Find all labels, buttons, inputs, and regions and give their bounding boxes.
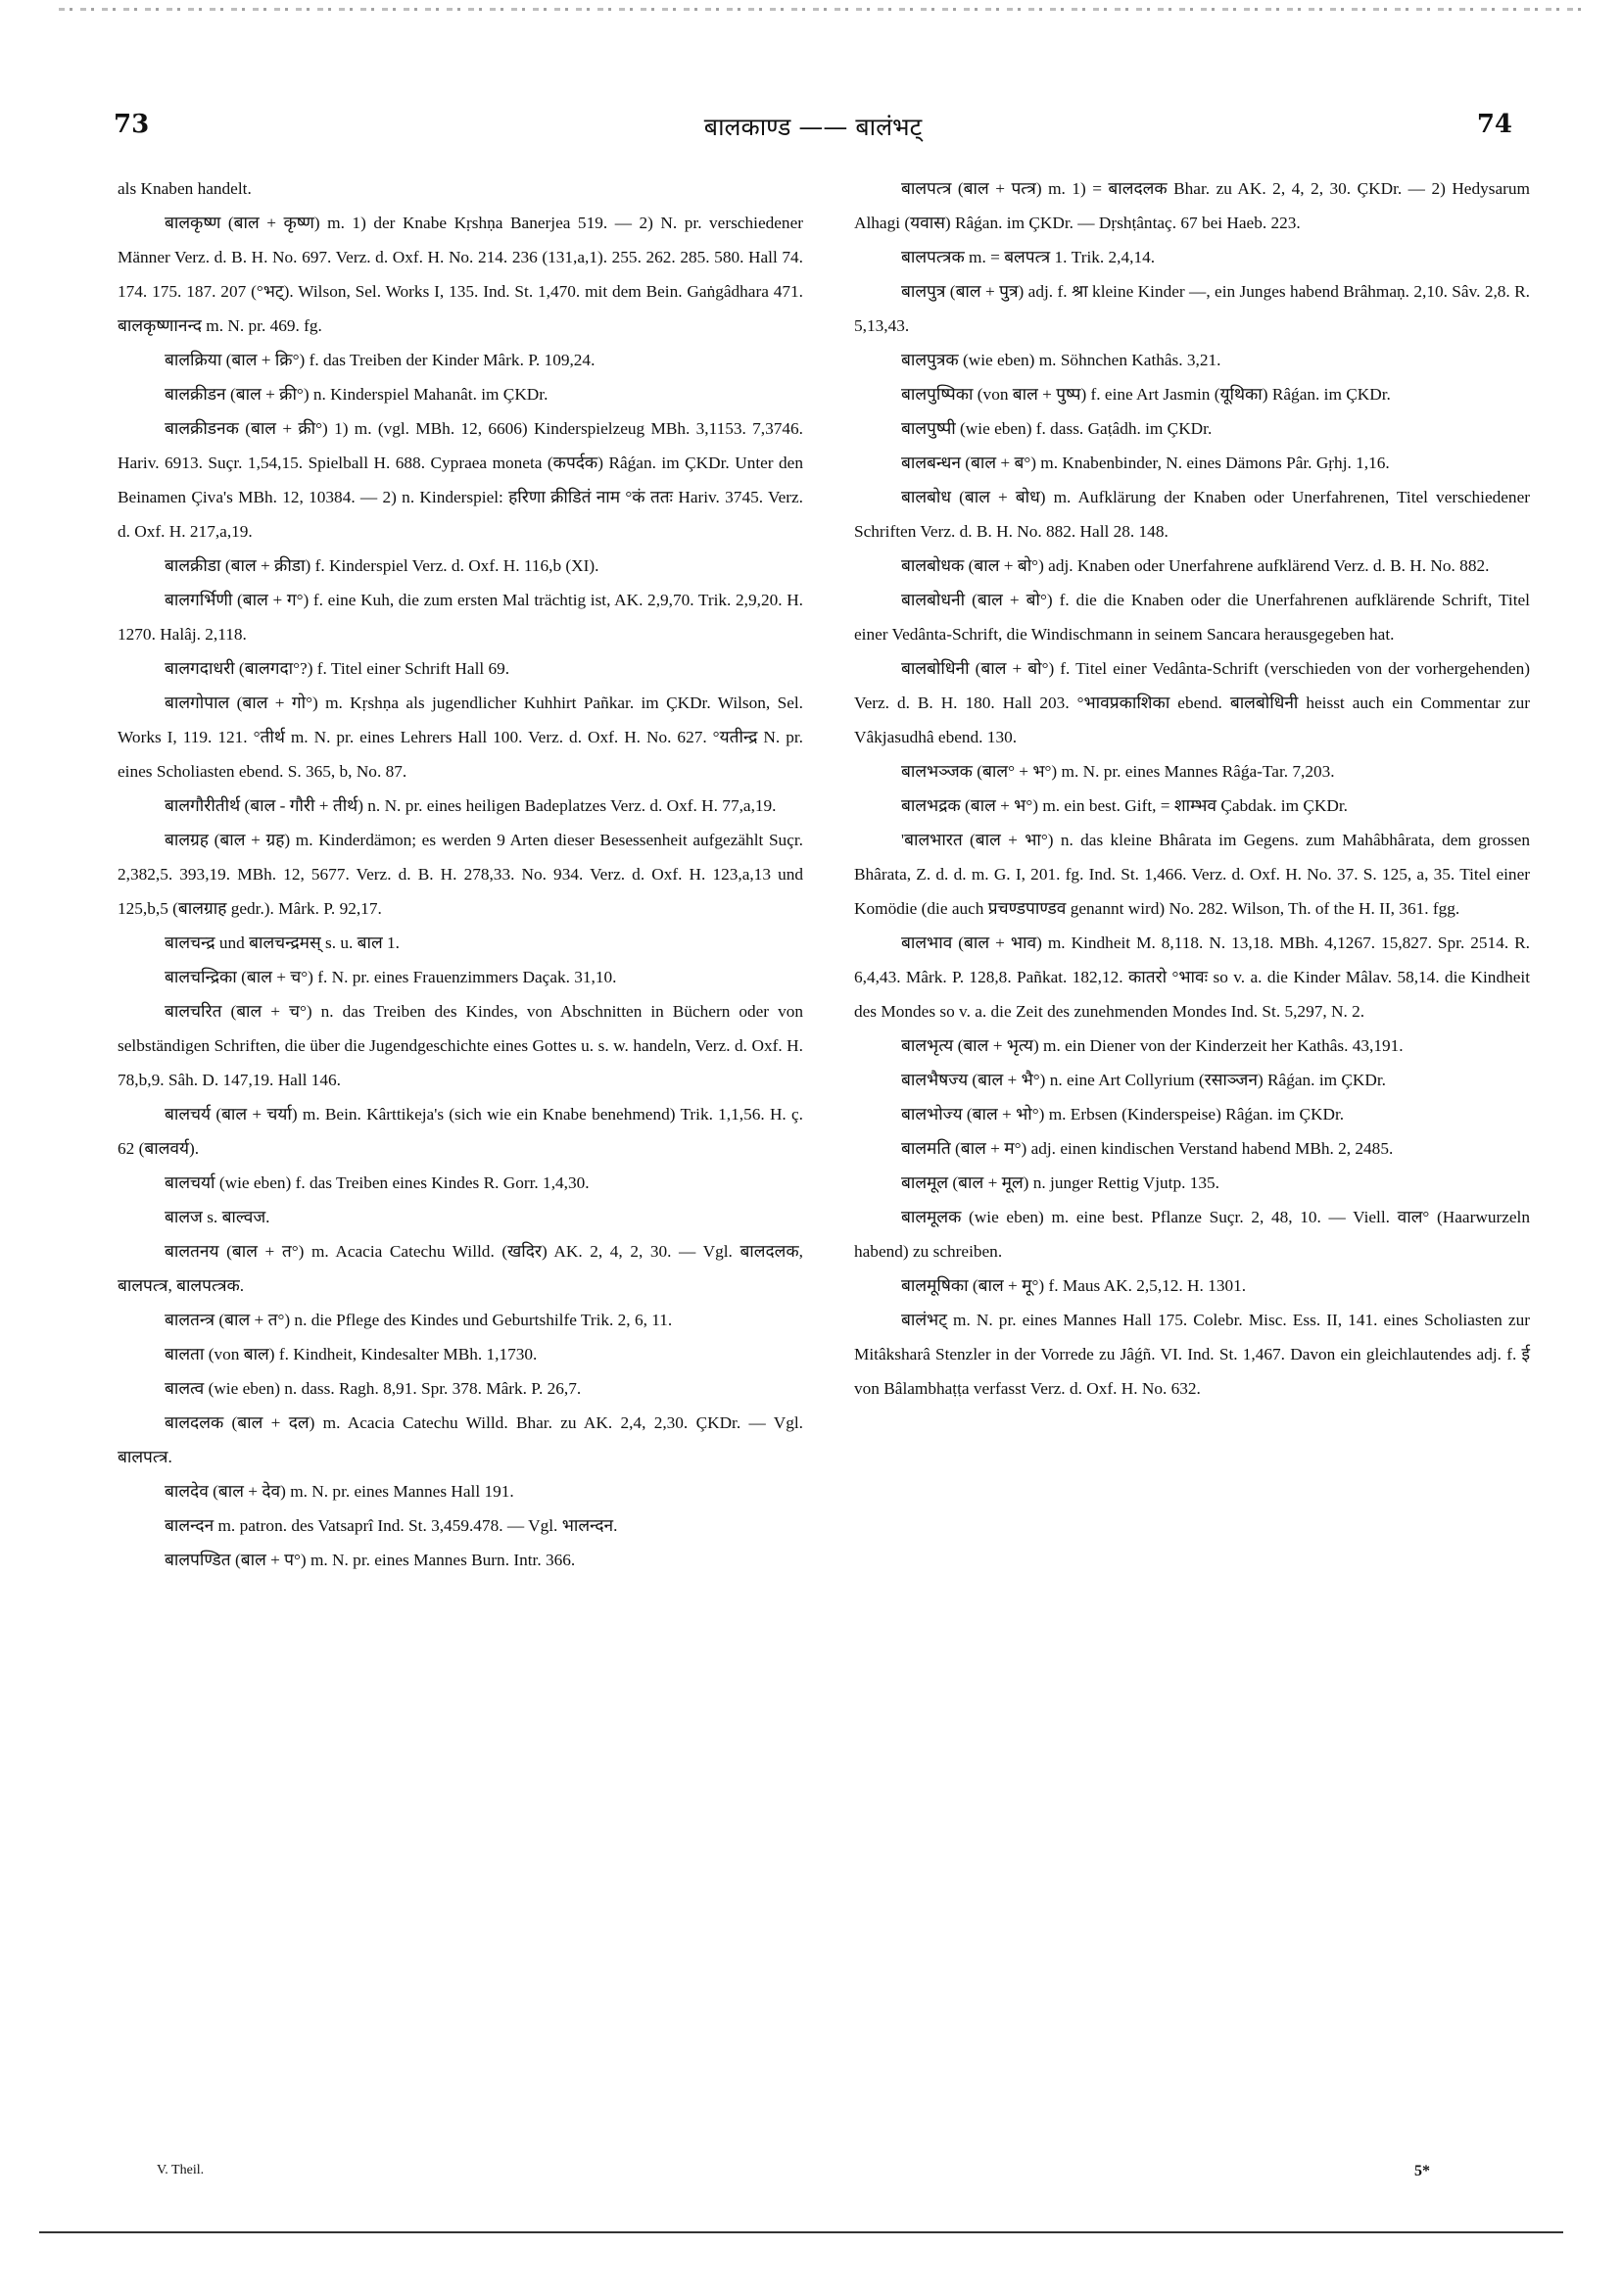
dictionary-entry: बालक्रीडा (बाल + क्रीडा) f. Kinderspiel Verz. d. Oxf. H. 116,b (XI). [165, 556, 599, 575]
dictionary-entry: 'बालभारत (बाल + भा°) n. das kleine Bhârata im Gegens. zum Mahâbhârata, dem grossen Bhârata, Z. d. d. m. G. I, 201. fg. Ind. St. 1,466. Verz. d. Oxf. H. No. 37. S. 125, a, 35. Titel einer Komödie (die auch प्रचण्डपाण्डव genannt wird) No. 282. Wilson, Th. of the H. II, 361. fgg. [854, 831, 1530, 918]
dictionary-entry: बालमूलक (wie eben) m. eine best. Pflanze Suçr. 2, 48, 10. — Viell. वाल° (Haarwurzeln habend) zu schreiben. [854, 1208, 1530, 1261]
dictionary-entry: बालक्रीडन (बाल + क्री°) n. Kinderspiel Mahanât. im ÇKDr. [165, 385, 549, 404]
dictionary-entry: बालचन्द्रिका (बाल + च°) f. N. pr. eines Frauenzimmers Daçak. 31,10. [165, 968, 617, 986]
dictionary-entry: बालगदाधरी (बालगदा°?) f. Titel einer Schrift Hall 69. [165, 659, 510, 678]
dictionary-entry: बालन्दन m. patron. des Vatsaprî Ind. St. 3,459.478. — Vgl. भालन्दन. [165, 1516, 618, 1535]
dictionary-entry: बालज s. बाल्वज. [165, 1208, 270, 1226]
dictionary-entry: बालत्व (wie eben) n. dass. Ragh. 8,91. Spr. 378. Mârk. P. 26,7. [165, 1379, 582, 1398]
dictionary-entry: बालपत्त्रक m. = बलपत्त्र 1. Trik. 2,4,14. [901, 248, 1156, 266]
dictionary-entry: बालकृष्ण (बाल + कृष्ण) m. 1) der Knabe Kṛshṇa Banerjea 519. — 2) N. pr. verschiedener Männer Verz. d. B. H. No. 697. Verz. d. Oxf. H. No. 214. 236 (131,a,1). 255. 262. 285. 580. Hall 74. 174. 175. 187. 207 (°भट्). Wilson, Sel. Works I, 135. Ind. St. 1,470. mit dem Bein. Gaṅgâdhara 471. बालकृष्णानन्द m. N. pr. 469. fg. [118, 214, 803, 335]
dictionary-entry: बालबोधनी (बाल + बो°) f. die die Knaben oder die Unerfahrenen aufklärende Schrift, Titel einer Vedânta-Schrift, die Windischmann in seinem Sancara herausgegeben hat. [854, 591, 1530, 644]
dictionary-entry: बालभृत्य (बाल + भृत्य) m. ein Diener von der Kinderzeit her Kathâs. 43,191. [901, 1036, 1404, 1055]
page-header [108, 110, 1518, 149]
volume-signature: V. Theil. [157, 2163, 205, 2177]
dictionary-entry: als Knaben handelt. [118, 179, 252, 198]
dictionary-entry: बालक्रीडनक (बाल + क्री°) 1) m. (vgl. MBh. 12, 6606) Kinderspielzeug MBh. 3,1153. 7,3746. Hariv. 6913. Suçr. 1,54,15. Spielball H. 688. Cypraea moneta (कपर्दक) Râǵan. im ÇKDr. Unter den Beinamen Çiva's MBh. 12, 10384. — 2) n. Kinderspiel: हरिणा क्रीडितं नाम °कं ततः Hariv. 3745. Verz. d. Oxf. H. 217,a,19. [118, 419, 803, 541]
dictionary-entry: बालग्रह (बाल + ग्रह) m. Kinderdämon; es werden 9 Arten dieser Besessenheit aufgezählt Suçr. 2,382,5. 393,19. MBh. 12, 5677. Verz. d. B. H. 278,33. No. 934. Verz. d. Oxf. H. 123,a,13 und 125,b,5 (बालग्राह gedr.). Mârk. P. 92,17. [118, 831, 803, 918]
dictionary-entry: बालपुत्रक (wie eben) m. Söhnchen Kathâs. 3,21. [901, 351, 1221, 369]
dictionary-entry: बालभञ्जक (बाल° + भ°) m. N. pr. eines Mannes Râǵa-Tar. 7,203. [901, 762, 1335, 781]
dictionary-entry: बालदलक (बाल + दल) m. Acacia Catechu Willd. Bhar. zu AK. 2,4, 2,30. ÇKDr. — Vgl. बालपत्त्र. [118, 1413, 803, 1466]
dictionary-entry: बालता (von बाल) f. Kindheit, Kindesalter MBh. 1,1730. [165, 1345, 538, 1363]
dictionary-entry: बालबोधक (बाल + बो°) adj. Knaben oder Unerfahrene aufklärend Verz. d. B. H. No. 882. [901, 556, 1490, 575]
dictionary-entry: बालभद्रक (बाल + भ°) m. ein best. Gift, = शाम्भव Çabdak. im ÇKDr. [901, 796, 1348, 815]
dictionary-entry: बालबोधिनी (बाल + बो°) f. Titel einer Vedânta-Schrift (verschieden von der vorhergehenden) Verz. d. B. H. 180. Hall 203. °भावप्रकाशिका ebend. बालबोधिनी heisst auch ein Commentar zur Vâkjasudhâ ebend. 130. [854, 659, 1530, 746]
dictionary-entry: बालगौरीतीर्थ (बाल - गौरी + तीर्थ) n. N. pr. eines heiligen Badeplatzes Verz. d. Oxf. H. 77,a,19. [165, 796, 777, 815]
right-column [854, 171, 1530, 1406]
dictionary-entry: बालतनय (बाल + त°) m. Acacia Catechu Willd. (खदिर) AK. 2, 4, 2, 30. — Vgl. बालदलक, बालपत्त्र, बालपत्त्रक. [118, 1242, 803, 1295]
bottom-rule [39, 2231, 1563, 2233]
dictionary-entry: बालबोध (बाल + बोध) m. Aufklärung der Knaben oder Unerfahrenen, Titel verschiedener Schriften Verz. d. B. H. No. 882. Hall 28. 148. [854, 488, 1530, 541]
dictionary-entry: बालपण्डित (बाल + प°) m. N. pr. eines Mannes Burn. Intr. 366. [165, 1551, 576, 1569]
left-column [118, 171, 803, 1577]
dictionary-entry: बालचर्य (बाल + चर्या) m. Bein. Kârttikeja's (sich wie ein Knabe benehmend) Trik. 1,1,56. H. ç. 62 (बालवर्य). [118, 1105, 803, 1158]
dictionary-entry: बालमूषिका (बाल + मू°) f. Maus AK. 2,5,12. H. 1301. [901, 1276, 1247, 1295]
right-page-number: 74 [1476, 110, 1512, 139]
dictionary-entry: बालतन्त्र (बाल + त°) n. die Pflege des Kindes und Geburtshilfe Trik. 2, 6, 11. [165, 1311, 673, 1329]
dictionary-entry: बालपुष्पिका (von बाल + पुष्प) f. eine Art Jasmin (यूथिका) Râǵan. im ÇKDr. [901, 385, 1391, 404]
dictionary-entry: बालंभट् m. N. pr. eines Mannes Hall 175. Colebr. Misc. Ess. II, 141. eines Scholiasten zur Mitâksharâ Stenzler in der Vorrede zu Jâǵñ. VI. Ind. St. 1,467. Davon ein gleichlautendes adj. f. ई von Bâlambhaṭṭa verfasst Verz. d. Oxf. H. No. 632. [854, 1311, 1530, 1398]
dictionary-entry: बालभैषज्य (बाल + भै°) n. eine Art Collyrium (रसाञ्जन) Râǵan. im ÇKDr. [901, 1071, 1386, 1089]
dictionary-entry: बालगोपाल (बाल + गो°) m. Kṛshṇa als jugendlicher Kuhhirt Pañkar. im ÇKDr. Wilson, Sel. Works I, 119. 121. °तीर्थ m. N. pr. eines Lehrers Hall 100. Verz. d. Oxf. H. No. 627. °यतीन्द्र N. pr. eines Scholiasten ebend. S. 365, b, No. 87. [118, 694, 803, 781]
dictionary-entry: बालभोज्य (बाल + भो°) m. Erbsen (Kinderspeise) Râǵan. im ÇKDr. [901, 1105, 1345, 1124]
dictionary-entry: बालचरित (बाल + च°) n. das Treiben des Kindes, von Abschnitten in Büchern oder von selbständigen Schriften, die über die Jugendgeschichte eines Gottes u. s. w. handeln, Verz. d. Oxf. H. 78,b,9. Sâh. D. 147,19. Hall 146. [118, 1002, 803, 1089]
dictionary-entry: बालपत्त्र (बाल + पत्त्र) m. 1) = बालदलक Bhar. zu AK. 2, 4, 2, 30. ÇKDr. — 2) Hedysarum Alhagi (यवास) Râǵan. im ÇKDr. — Dṛshṭântaç. 67 bei Haeb. 223. [854, 179, 1530, 232]
running-head: बालकाण्ड —— बालंभट् [703, 113, 923, 141]
left-page-number: 73 [114, 110, 150, 139]
scan-artifact-line [59, 8, 1583, 11]
dictionary-entry: बालबन्धन (बाल + ब°) m. Knabenbinder, N. eines Dämons Pâr. Gṛhj. 1,16. [901, 454, 1390, 472]
dictionary-entry: बालभाव (बाल + भाव) m. Kindheit M. 8,118. N. 13,18. MBh. 4,1267. 15,827. Spr. 2514. R. 6,4,43. Mârk. P. 128,8. Pañkat. 182,12. कातरो °भावः so v. a. die Kinder Mâlav. 58,14. die Kindheit des Mondes so v. a. die Zeit des zunehmenden Mondes Ind. St. 5,297, N. 2. [854, 933, 1530, 1021]
dictionary-entry: बालमति (बाल + म°) adj. einen kindischen Verstand habend MBh. 2, 2485. [901, 1139, 1394, 1158]
dictionary-entry: बालपुत्र (बाल + पुत्र) adj. f. श्रा kleine Kinder —, ein Junges habend Brâhmaṇ. 2,10. Sâv. 2,8. R. 5,13,43. [854, 282, 1530, 335]
dictionary-entry: बालचन्द्र und बालचन्द्रमस् s. u. बाल 1. [165, 933, 400, 952]
sheet-mark: 5* [1414, 2163, 1430, 2179]
dictionary-entry: बालचर्या (wie eben) f. das Treiben eines Kindes R. Gorr. 1,4,30. [165, 1173, 590, 1192]
dictionary-entry: बालमूल (बाल + मूल) n. junger Rettig Vjutp. 135. [901, 1173, 1220, 1192]
dictionary-entry: बालपुष्पी (wie eben) f. dass. Gaṭâdh. im ÇKDr. [901, 419, 1213, 438]
dictionary-entry: बालक्रिया (बाल + क्रि°) f. das Treiben der Kinder Mârk. P. 109,24. [165, 351, 596, 369]
dictionary-entry: बालदेव (बाल + देव) m. N. pr. eines Mannes Hall 191. [165, 1482, 514, 1501]
dictionary-entry: बालगर्भिणी (बाल + ग°) f. eine Kuh, die zum ersten Mal trächtig ist, AK. 2,9,70. Trik. 2,9,20. H. 1270. Halâj. 2,118. [118, 591, 803, 644]
